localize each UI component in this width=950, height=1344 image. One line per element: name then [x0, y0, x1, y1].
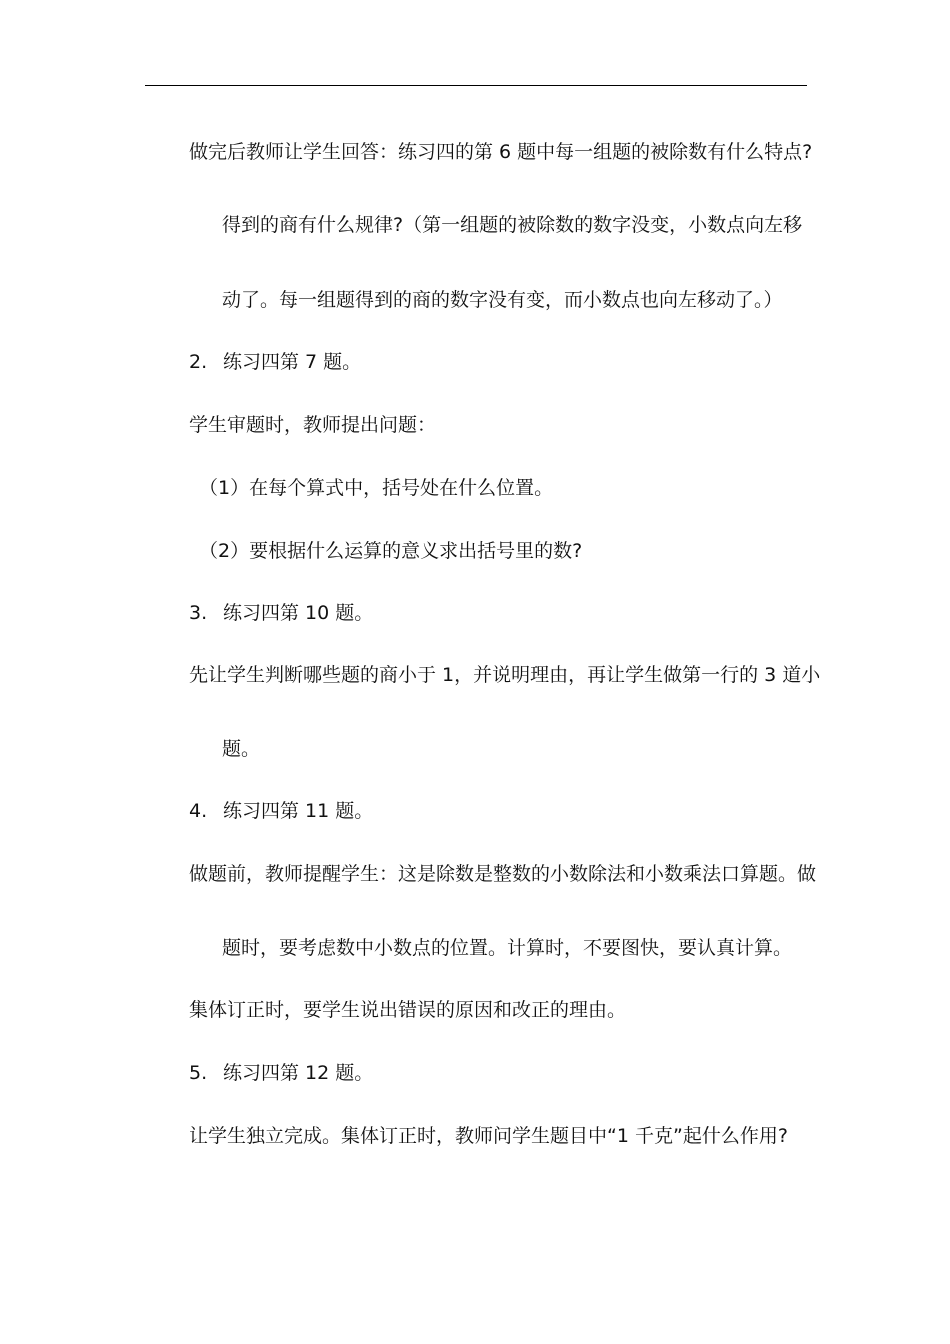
- question-line: （1）在每个算式中，括号处在什么位置。: [199, 477, 554, 499]
- item-number: 4.: [189, 800, 208, 822]
- paragraph-line: 做题前，教师提醒学生：这是除数是整数的小数除法和小数乘法口算题。做: [189, 863, 817, 885]
- paragraph-line: 得到的商有什么规律?（第一组题的被除数的数字没变，小数点向左移: [222, 214, 803, 236]
- paragraph-line: 题时，要考虑数中小数点的位置。计算时，不要图快，要认真计算。: [222, 937, 793, 959]
- question-line: （2）要根据什么运算的意义求出括号里的数?: [199, 540, 583, 562]
- item-number: 5.: [189, 1062, 208, 1084]
- paragraph-line: 题。: [222, 738, 261, 760]
- item-heading: [189, 799, 373, 823]
- paragraph-line: 让学生独立完成。集体订正时，教师问学生题目中“1 千克”起什么作用?: [189, 1125, 788, 1147]
- header-rule: [145, 85, 807, 86]
- paragraph-line: 动了。每一组题得到的商的数字没有变，而小数点也向左移动了。）: [222, 289, 783, 311]
- item-title: 练习四第 7 题。: [223, 351, 362, 373]
- item-number: 2.: [189, 351, 208, 373]
- item-title: 练习四第 12 题。: [223, 1062, 374, 1084]
- item-title: 练习四第 10 题。: [223, 602, 374, 624]
- item-number: 3.: [189, 602, 208, 624]
- item-heading: [189, 601, 373, 625]
- paragraph-line: 先让学生判断哪些题的商小于 1，并说明理由，再让学生做第一行的 3 道小: [189, 664, 821, 686]
- paragraph-line: 做完后教师让学生回答：练习四的第 6 题中每一组题的被除数有什么特点?: [189, 141, 813, 163]
- paragraph-line: 集体订正时，要学生说出错误的原因和改正的理由。: [189, 999, 627, 1021]
- item-heading: [189, 350, 361, 374]
- item-title: 练习四第 11 题。: [223, 800, 374, 822]
- paragraph-line: 学生审题时，教师提出问题：: [189, 414, 437, 436]
- item-heading: [189, 1061, 373, 1085]
